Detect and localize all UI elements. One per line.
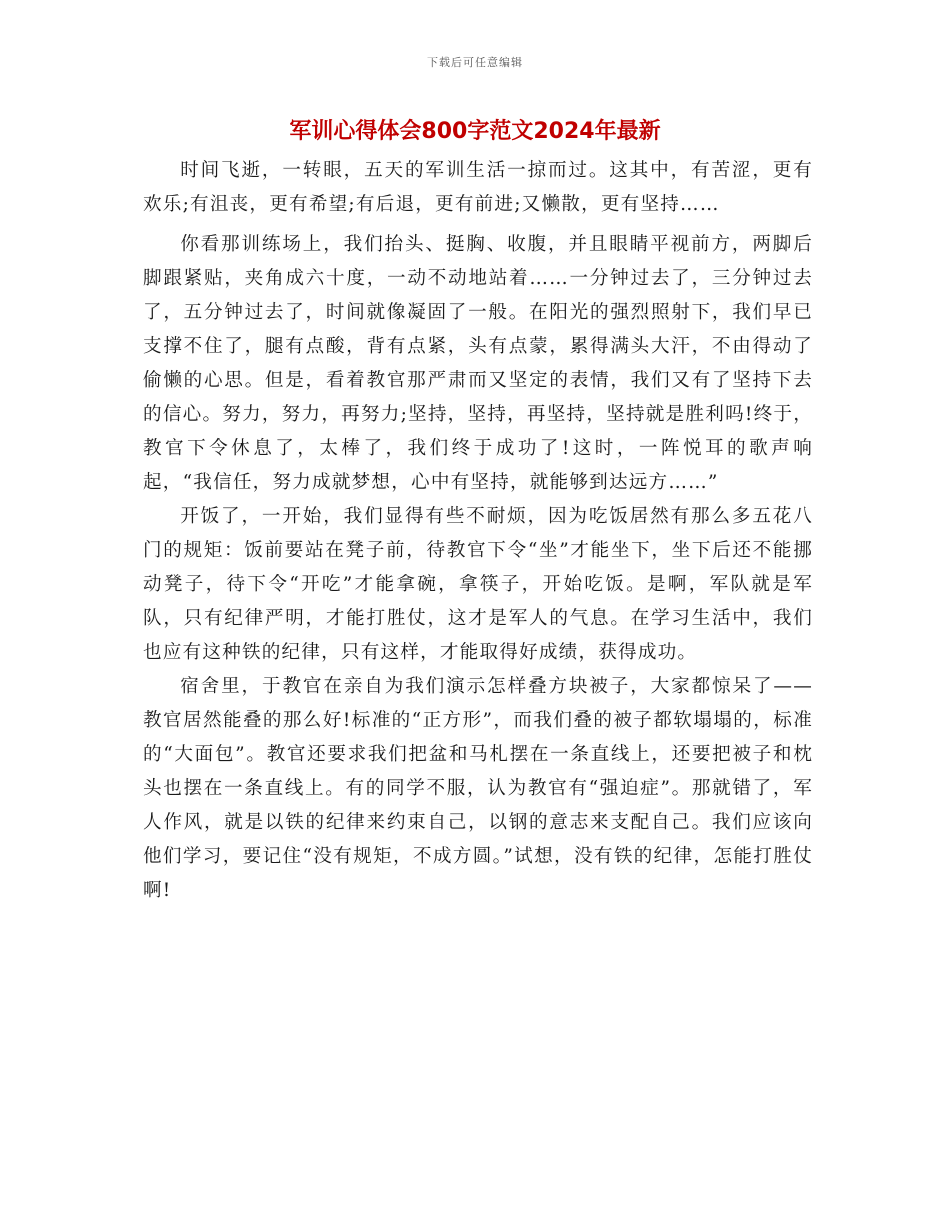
paragraph-1: 时间飞逝，一转眼，五天的军训生活一掠而过。这其中，有苦涩，更有欢乐;有沮丧，更有希望;有后退，更有前进;又懒散，更有坚持…… (143, 160, 813, 215)
header-note: 下载后可任意编辑 (427, 56, 523, 69)
document-body (143, 154, 813, 908)
paragraph-4: 宿舍里，于教官在亲自为我们演示怎样叠方块被子，大家都惊呆了——教官居然能叠的那么好!标准的“正方形”，而我们叠的被子都软塌塌的，标准的“大面包”。教官还要求我们把盆和马札摆在一条直线上，还要把被子和枕头也摆在一条直线上。有的同学不服，认为教官有“强迫症”。那就错了，军人作风，就是以铁的纪律来约束自己，以钢的意志来支配自己。我们应该向他们学习，要记住“没有规矩，不成方圆。”试想，没有铁的纪律，怎能打胜仗啊! (143, 676, 813, 901)
paragraph-2: 你看那训练场上，我们抬头、挺胸、收腹，并且眼睛平视前方，两脚后脚跟紧贴，夹角成六十度，一动不动地站着……一分钟过去了，三分钟过去了，五分钟过去了，时间就像凝固了一般。在阳光的强烈照射下，我们早已支撑不住了，腿有点酸，背有点紧，头有点蒙，累得满头大汗，不由得动了偷懒的心思。但是，看着教官那严肃而又坚定的表情，我们又有了坚持下去的信心。努力，努力，再努力;坚持，坚持，再坚持，坚持就是胜利吗!终于，教官下令休息了，太棒了，我们终于成功了!这时，一阵悦耳的歌声响起，“我信任，努力成就梦想，心中有坚持，就能够到达远方……” (143, 234, 813, 493)
document-title: 军训心得体会800字范文2024年最新 (289, 119, 661, 144)
paragraph-3: 开饭了，一开始，我们显得有些不耐烦，因为吃饭居然有那么多五花八门的规矩：饭前要站在凳子前，待教官下令“坐”才能坐下，坐下后还不能挪动凳子，待下令“开吃”才能拿碗，拿筷子，开始吃饭。是啊，军队就是军队，只有纪律严明，才能打胜仗，这才是军人的气息。在学习生活中，我们也应有这种铁的纪律，只有这样，才能取得好成绩，获得成功。 (143, 506, 813, 663)
